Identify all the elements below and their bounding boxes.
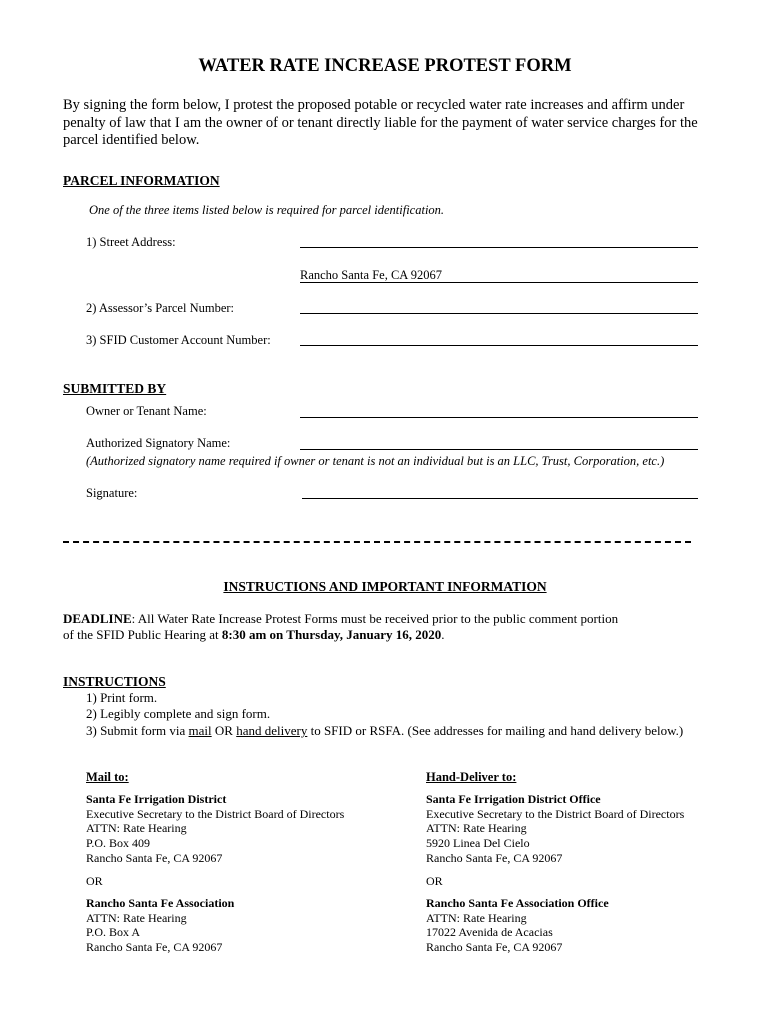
intro-paragraph: By signing the form below, I protest the proposed potable or recycled water rate increases and affirm under penalty of law that I am the owner of or tenant directly liable for the payment of water service charges for the parcel identified below. bbox=[63, 97, 698, 148]
mail-address-block-1 bbox=[86, 792, 344, 866]
hand-heading: Hand-Deliver to: bbox=[426, 770, 517, 784]
mail-heading: Mail to: bbox=[86, 770, 129, 784]
deadline-text-1: : All Water Rate Increase Protest Forms must be received prior to the public comment portion bbox=[131, 611, 619, 626]
submitted-heading: SUBMITTED BY bbox=[63, 381, 167, 396]
city-line-field[interactable] bbox=[300, 282, 698, 283]
parcel-note: One of the three items listed below is required for parcel identification. bbox=[89, 203, 445, 217]
mail-org-2-line: Rancho Santa Fe, CA 92067 bbox=[86, 940, 223, 955]
deadline-date: 8:30 am on Thursday, January 16, 2020 bbox=[221, 627, 442, 642]
mail-org-2: Rancho Santa Fe Association bbox=[86, 896, 235, 910]
city-line-text: Rancho Santa Fe, CA 92067 bbox=[300, 268, 443, 282]
hand-address-block-1 bbox=[426, 792, 684, 866]
deadline-label: DEADLINE bbox=[63, 611, 132, 626]
instructions-heading: INSTRUCTIONS bbox=[63, 674, 166, 689]
step3-text-c: to SFID or RSFA. (See addresses for mailing and hand delivery below.) bbox=[307, 723, 684, 738]
mail-address-block-2 bbox=[86, 896, 234, 955]
hand-org-1-line: 5920 Linea Del Cielo bbox=[426, 836, 530, 851]
instruction-step-2: 2) Legibly complete and sign form. bbox=[86, 706, 271, 721]
deadline-text-2: of the SFID Public Hearing at bbox=[63, 627, 222, 642]
hand-org-1-line: Rancho Santa Fe, CA 92067 bbox=[426, 850, 563, 865]
account-number-field[interactable] bbox=[300, 345, 698, 346]
mail-org-2-line: P.O. Box A bbox=[86, 925, 141, 940]
street-address-field[interactable] bbox=[300, 247, 698, 248]
mail-or: OR bbox=[86, 874, 103, 888]
hand-org-2-line: 17022 Avenida de Acacias bbox=[426, 925, 553, 940]
deadline-line-1 bbox=[63, 611, 618, 627]
step3-text-a: 3) Submit form via bbox=[86, 723, 189, 738]
account-number-label: 3) SFID Customer Account Number: bbox=[86, 333, 271, 347]
signature-field[interactable] bbox=[302, 498, 698, 499]
apn-field[interactable] bbox=[300, 313, 698, 314]
mail-org-1-line: ATTN: Rate Hearing bbox=[86, 821, 187, 836]
step3-text-b: OR bbox=[211, 723, 237, 738]
info-heading: INSTRUCTIONS AND IMPORTANT INFORMATION bbox=[223, 579, 547, 594]
hand-org-1: Santa Fe Irrigation District Office bbox=[426, 792, 601, 806]
instruction-step-1: 1) Print form. bbox=[86, 690, 158, 705]
apn-label: 2) Assessor’s Parcel Number: bbox=[86, 301, 235, 315]
mail-link-text: mail bbox=[188, 723, 212, 738]
mail-org-1-line: Executive Secretary to the District Board of Directors bbox=[86, 806, 345, 821]
hand-or: OR bbox=[426, 874, 443, 888]
mail-org-1-line: P.O. Box 409 bbox=[86, 836, 151, 851]
hand-delivery-link-text: hand delivery bbox=[236, 723, 308, 738]
street-address-label: 1) Street Address: bbox=[86, 235, 176, 249]
signatory-field[interactable] bbox=[300, 449, 698, 450]
mail-org-1: Santa Fe Irrigation District bbox=[86, 792, 227, 806]
signature-label: Signature: bbox=[86, 486, 138, 500]
hand-org-2-line: Rancho Santa Fe, CA 92067 bbox=[426, 940, 563, 955]
hand-org-1-line: Executive Secretary to the District Board of Directors bbox=[426, 806, 685, 821]
deadline-line-2 bbox=[63, 627, 444, 643]
page-title: WATER RATE INCREASE PROTEST FORM bbox=[198, 56, 572, 76]
instruction-step-3 bbox=[86, 723, 683, 739]
mail-org-1-line: Rancho Santa Fe, CA 92067 bbox=[86, 850, 223, 865]
hand-org-2: Rancho Santa Fe Association Office bbox=[426, 896, 609, 910]
signatory-label: Authorized Signatory Name: bbox=[86, 436, 231, 450]
owner-field[interactable] bbox=[300, 417, 698, 418]
hand-org-2-line: ATTN: Rate Hearing bbox=[426, 910, 527, 925]
cut-line-divider bbox=[63, 541, 691, 543]
parcel-heading: PARCEL INFORMATION bbox=[63, 173, 220, 188]
hand-address-block-2 bbox=[426, 896, 609, 955]
mail-org-2-line: ATTN: Rate Hearing bbox=[86, 910, 187, 925]
owner-label: Owner or Tenant Name: bbox=[86, 404, 207, 418]
deadline-end: . bbox=[441, 627, 445, 642]
hand-org-1-line: ATTN: Rate Hearing bbox=[426, 821, 527, 836]
signatory-note: (Authorized signatory name required if owner or tenant is not an individual but is an LLC, Trust, Corporation, etc.) bbox=[86, 454, 665, 468]
